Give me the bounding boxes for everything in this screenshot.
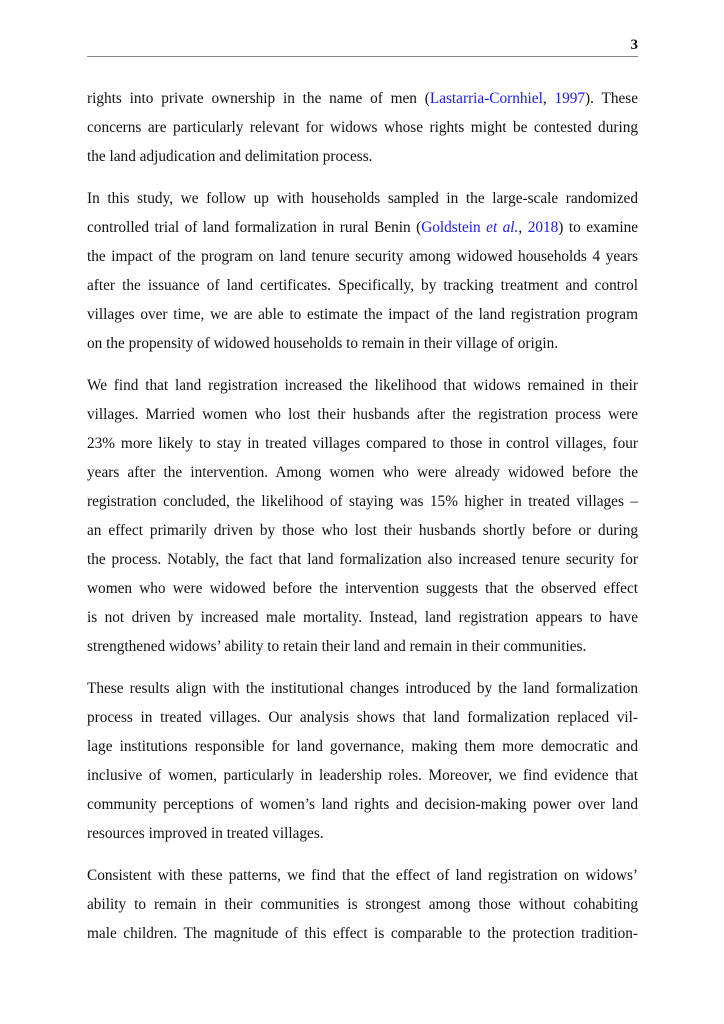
text-span: process in treated villages. Our analysis shows that land formalization replaced vil- bbox=[87, 709, 638, 726]
text-line bbox=[87, 402, 638, 431]
text-span: villages. Married women who lost their husbands after the registration process were bbox=[87, 406, 638, 423]
page-number: 3 bbox=[630, 37, 638, 53]
text-span: strengthened widows’ ability to retain their land and remain in their communities. bbox=[87, 638, 587, 655]
text-span: ) to examine bbox=[558, 219, 639, 236]
citation-link[interactable]: Goldstein bbox=[421, 219, 487, 236]
citation-link[interactable]: 2018 bbox=[527, 219, 559, 236]
text-span: villages over time, we are able to estimate the impact of the land registration program bbox=[87, 306, 638, 323]
text-line bbox=[87, 144, 638, 173]
text-line bbox=[87, 634, 638, 663]
text-line bbox=[87, 273, 638, 302]
text-span: after the issuance of land certificates. Specifically, by tracking treatment and control bbox=[87, 277, 638, 294]
paragraph bbox=[87, 863, 638, 950]
text-line bbox=[87, 821, 638, 850]
text-span: In this study, we follow up with households sampled in the large-scale randomized bbox=[87, 190, 638, 207]
text-span: an effect primarily driven by those who lost their husbands shortly before or during bbox=[87, 522, 638, 539]
text-span: , bbox=[542, 90, 555, 107]
text-line bbox=[87, 373, 638, 402]
text-line bbox=[87, 518, 638, 547]
text-line bbox=[87, 763, 638, 792]
text-span: 23% more likely to stay in treated villages compared to those in control villages, four bbox=[87, 435, 638, 452]
text-span: male children. The magnitude of this effect is comparable to the protection tradition- bbox=[87, 925, 638, 942]
text-line bbox=[87, 244, 638, 273]
text-span: is not driven by increased male mortality. Instead, land registration appears to have bbox=[87, 609, 638, 626]
text-span: controlled trial of land formalization in rural Benin ( bbox=[87, 219, 422, 236]
text-span: ability to remain in their communities is strongest among those without cohabiting bbox=[87, 896, 638, 913]
paragraph bbox=[87, 186, 638, 360]
text-line bbox=[87, 86, 638, 115]
text-line bbox=[87, 676, 638, 705]
text-span: concerns are particularly relevant for widows whose rights might be contested during bbox=[87, 119, 638, 136]
text-span: rights into private ownership in the name of men ( bbox=[87, 90, 430, 107]
text-line bbox=[87, 792, 638, 821]
text-line bbox=[87, 921, 638, 950]
citation-link[interactable]: 1997 bbox=[554, 90, 586, 107]
text-span: We find that land registration increased the likelihood that widows remained in their bbox=[87, 377, 638, 394]
text-span: community perceptions of women’s land rights and decision-making power over land bbox=[87, 796, 638, 813]
text-span: registration concluded, the likelihood of staying was 15% higher in treated villages – bbox=[87, 493, 638, 510]
text-line bbox=[87, 705, 638, 734]
text-line bbox=[87, 863, 638, 892]
text-span: resources improved in treated villages. bbox=[87, 825, 324, 842]
text-line bbox=[87, 489, 638, 518]
paragraph bbox=[87, 373, 638, 663]
paragraph bbox=[87, 86, 638, 173]
text-line bbox=[87, 431, 638, 460]
paragraph bbox=[87, 676, 638, 850]
text-line bbox=[87, 186, 638, 215]
text-span: on the propensity of widowed households to remain in their village of origin. bbox=[87, 335, 559, 352]
text-line bbox=[87, 302, 638, 331]
text-span: women who were widowed before the intervention suggests that the observed effect bbox=[87, 580, 638, 597]
text-line bbox=[87, 460, 638, 489]
text-span: lage institutions responsible for land governance, making them more democratic and bbox=[87, 738, 638, 755]
text-line bbox=[87, 605, 638, 634]
citation-link[interactable]: et al. bbox=[486, 219, 519, 236]
text-span: inclusive of women, particularly in leadership roles. Moreover, we find evidence that bbox=[87, 767, 638, 784]
text-span: the impact of the program on land tenure security among widowed households 4 years bbox=[87, 248, 638, 265]
text-span: Consistent with these patterns, we find that the effect of land registration on widows’ bbox=[87, 867, 638, 884]
header-rule bbox=[87, 56, 638, 57]
text-span: ). These bbox=[585, 90, 639, 107]
text-span: the land adjudication and delimitation process. bbox=[87, 148, 373, 165]
text-line bbox=[87, 547, 638, 576]
text-line bbox=[87, 576, 638, 605]
text-span: , bbox=[518, 219, 528, 236]
text-span: These results align with the institutional changes introduced by the land formalization bbox=[87, 680, 638, 697]
text-line bbox=[87, 215, 638, 244]
text-line bbox=[87, 892, 638, 921]
body-text bbox=[87, 86, 638, 963]
text-span: years after the intervention. Among women who were already widowed before the bbox=[87, 464, 638, 481]
text-span: the process. Notably, the fact that land formalization also increased tenure security for bbox=[87, 551, 638, 568]
text-line bbox=[87, 734, 638, 763]
text-line bbox=[87, 115, 638, 144]
text-line bbox=[87, 331, 638, 360]
citation-link[interactable]: Lastarria-Cornhiel bbox=[429, 90, 543, 107]
